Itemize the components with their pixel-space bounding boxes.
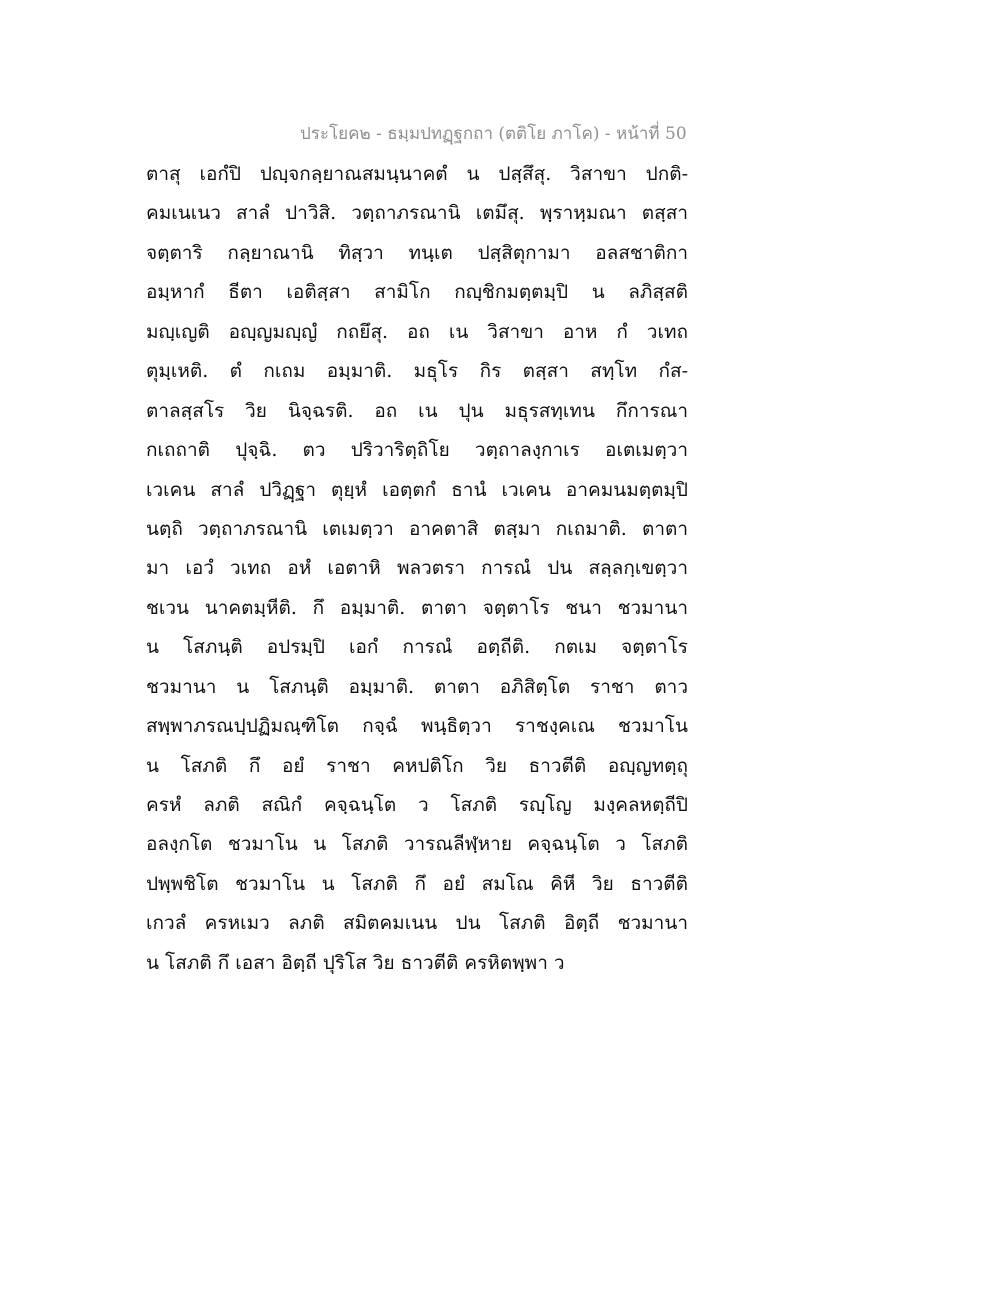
text-line: ตาลสฺสโร วิย นิจฺฉรติ. อถ เน ปุน มธุรสทฺเทน กึการณา [146,399,688,422]
text-line: น โสภติ กึ อยํ ราชา คหปติโก วิย ธาวตีติ อญฺญทตฺถุ [146,754,688,777]
text-line: เวเคน สาลํ ปวิฏฺฐา ตุยฺหํ เอตฺตกํ ธานํ เวเคน อาคมนมตฺตมฺปิ [146,478,688,501]
text-line: ตาสุ เอกํปิ ปญฺจกลฺยาณสมนฺนาคตํ น ปสฺสึสุ. วิสาขา ปกติ- [146,163,688,185]
text-line: กเถถาติ ปุจฺฉิ. ตว ปริวาริตฺถิโย วตฺถาลงฺกาเร อเตเมตฺวา [146,439,688,462]
text-line: ชเวน นาคตมฺหีติ. กึ อมฺมาติ. ตาตา จตฺตาโร ชนา ชวมานา [146,596,688,619]
text-line: ตุมฺเหติ. ตํ กเถม อมฺมาติ. มธุโร กิร ตสฺสา สทฺโท กํส- [146,360,688,383]
text-line: อลงฺกโต ชวมาโน น โสภติ วารณลีฬฺหาย คจฺฉนฺโต ว โสภติ [146,833,688,856]
text-line: ครหํ ลภติ สณิกํ คจฺฉนฺโต ว โสภติ รญฺโญ มงฺคลหตฺถีปิ [146,794,688,816]
text-line: ชวมานา น โสภนฺติ อมฺมาติ. ตาตา อภิสิตฺโต ราชา ตาว [146,675,688,698]
text-line: จตฺตาริ กลฺยาณานิ ทิสฺวา ทนฺเต ปสฺสิตุกามา อลสชาติกา [146,241,688,264]
text-line: น โสภติ กึ เอสา อิตฺถี ปุริโส วิย ธาวตีติ ครหิตพฺพา ว [146,951,565,974]
text-line: ปพฺพชิโต ชวมาโน น โสภติ กึ อยํ สมโณ คิหี วิย ธาวตีติ [146,872,688,895]
text-line: สพฺพาภรณปฺปฏิมณฺฑิโต กจฺฉํ พนฺธิตฺวา ราชงฺคเณ ชวมาโน [146,715,688,738]
text-line: มา เอวํ วเทถ อหํ เอตาหิ พลวตรา การณํ ปน สลฺลกฺเขตฺวา [146,557,688,580]
body-text [146,155,688,983]
text-line: เกวลํ ครหเมว ลภติ สมิตคมเนน ปน โสภติ อิตฺถี ชวมานา [146,912,688,935]
text-line: นตฺถิ วตฺถาภรณานิ เตเมตฺวา อาคตาสิ ตสฺมา กเถมาติ. ตาตา [146,517,688,540]
text-line: อมฺหากํ ธีตา เอติสฺสา สามิโก กญฺชิกมตฺตมฺปิ น ลภิสฺสติ [146,281,688,304]
text-line: น โสภนฺติ อปรมฺปิ เอกํ การณํ อตฺถีติ. กตเม จตฺตาโร [146,636,688,659]
text-line: มญฺเญติ อญฺญมญฺญํ กถยึสุ. อถ เน วิสาขา อาห กํ วเทถ [146,320,688,343]
text-line: คมเนเนว สาลํ ปาวิสิ. วตฺถาภรณานิ เตมึสุ. พฺราหฺมณา ตสฺสา [146,202,688,225]
running-header: ประโยค๒ - ธมฺมปทฏฺฐกถา (ตติโย ภาโค) - หน้าที่ 50 [300,124,687,144]
